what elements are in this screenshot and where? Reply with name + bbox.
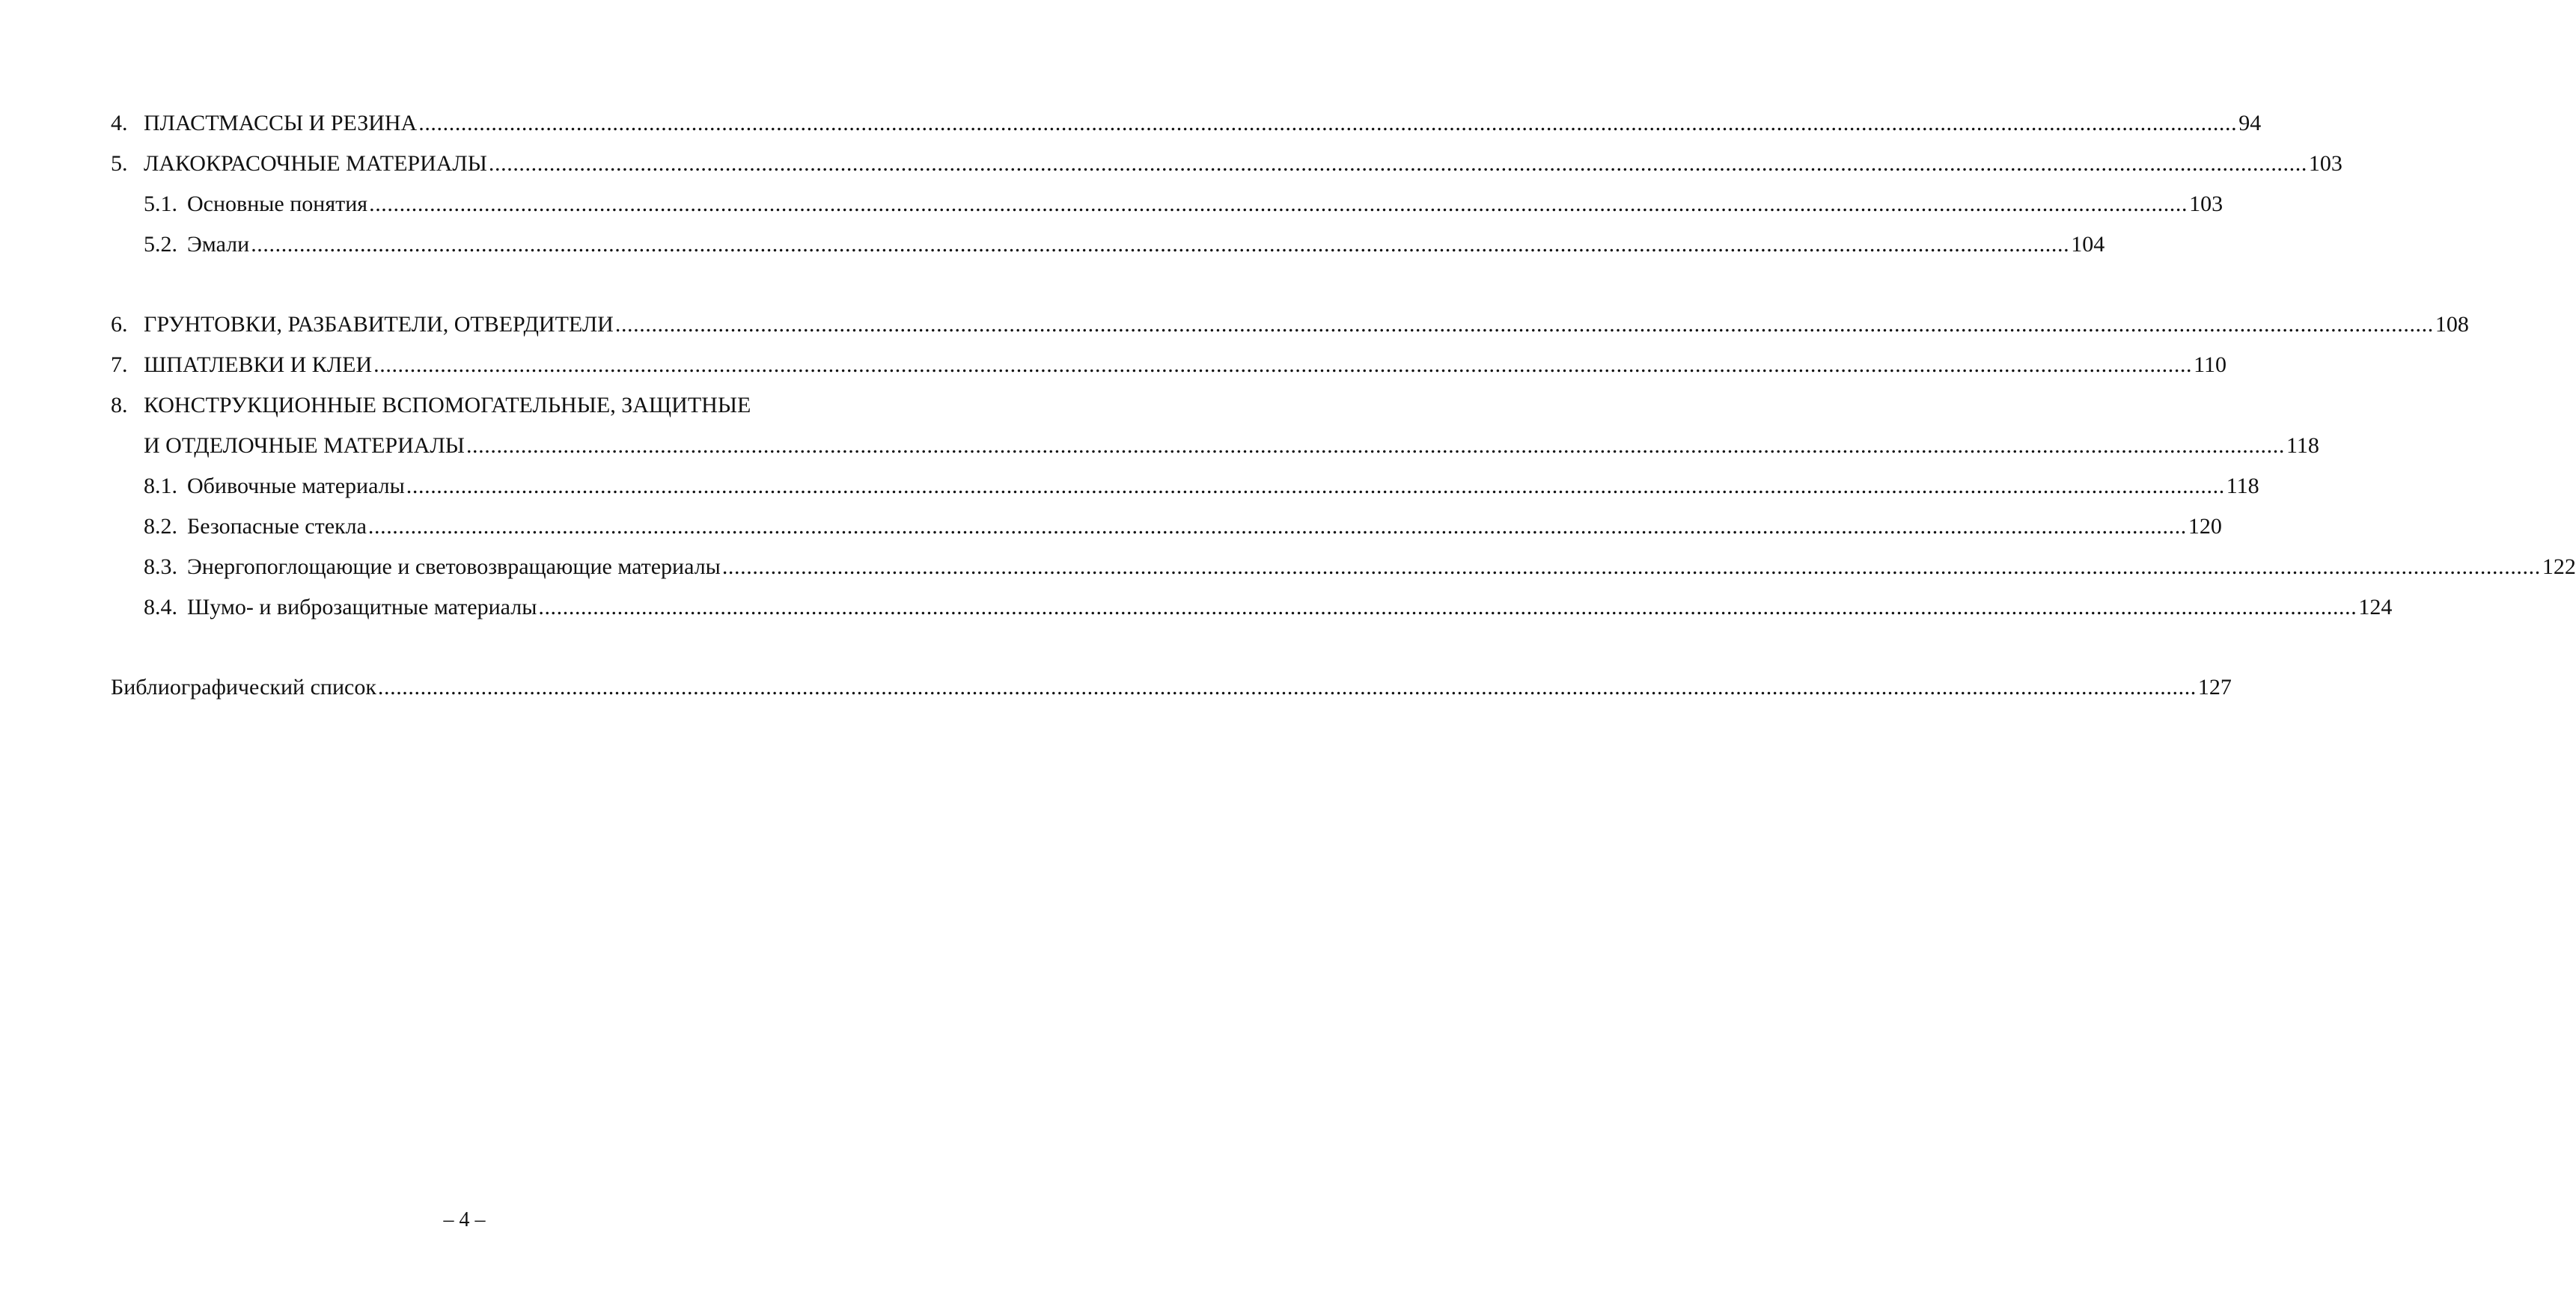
toc-entry-8-4[interactable] — [144, 594, 2393, 621]
toc-entry-title: ГРУНТОВКИ, РАЗБАВИТЕЛИ, ОТВЕРДИТЕЛИ — [144, 312, 614, 337]
dot-leader: ............................................................................................................................................................................................................................................................................................................ — [251, 232, 2070, 257]
dot-leader: ............................................................................................................................................................................................................................................................................................................ — [538, 595, 2357, 619]
toc-entry-6[interactable] — [111, 311, 2469, 338]
toc-entry-number: 5.2. — [144, 232, 177, 257]
toc-entry-page: 120 — [2188, 514, 2222, 539]
toc-entry-title: ПЛАСТМАССЫ И РЕЗИНА — [144, 111, 418, 135]
toc-entry-bibliography[interactable] — [111, 674, 2232, 701]
toc-entry-page: 108 — [2435, 312, 2469, 337]
toc-entry-title: Библиографический список — [111, 675, 376, 700]
toc-entry-number: 8.3. — [144, 554, 177, 579]
dot-leader: ............................................................................................................................................................................................................................................................................................................ — [369, 192, 2188, 216]
toc-entry-number: 8. — [111, 393, 128, 417]
toc-entry-title: Энергопоглощающие и световозвращающие материалы — [187, 554, 721, 579]
toc-entry-title: Безопасные стекла — [187, 514, 367, 539]
toc-entry-title: Основные понятия — [187, 192, 368, 216]
toc-entry-8-1[interactable] — [144, 473, 2259, 500]
toc-entry-7[interactable] — [111, 352, 2227, 379]
toc-entry-page: 124 — [2358, 595, 2393, 619]
toc-entry-title: ЛАКОКРАСОЧНЫЕ МАТЕРИАЛЫ — [144, 151, 487, 176]
toc-entry-title: КОНСТРУКЦИОННЫЕ ВСПОМОГАТЕЛЬНЫЕ, ЗАЩИТНЫЕ — [144, 393, 751, 417]
toc-entry-title: ШПАТЛЕВКИ И КЛЕИ — [144, 352, 373, 377]
toc-entry-page: 118 — [2226, 474, 2259, 498]
toc-entry-5[interactable] — [111, 150, 2342, 177]
toc-entry-page: 103 — [2308, 151, 2342, 176]
toc-entry-5-1[interactable] — [144, 191, 2224, 218]
toc-entry-title: Эмали — [187, 232, 250, 257]
toc-entry-page: 122 — [2542, 554, 2576, 579]
dot-leader: ............................................................................................................................................................................................................................................................................................................ — [373, 352, 2193, 377]
dot-leader: ............................................................................................................................................................................................................................................................................................................ — [418, 111, 2238, 135]
toc-entry-8-3[interactable] — [144, 554, 2576, 581]
toc-entry-number: 4. — [111, 111, 128, 135]
toc-entry-page: 104 — [2071, 232, 2105, 257]
toc-entry-number: 5.1. — [144, 192, 177, 216]
dot-leader: ............................................................................................................................................................................................................................................................................................................ — [406, 474, 2225, 498]
dot-leader: ............................................................................................................................................................................................................................................................................................................ — [614, 312, 2434, 337]
toc-entry-page: 94 — [2238, 111, 2262, 135]
page-number: – 4 – — [443, 1208, 486, 1231]
toc-entry-5-2[interactable] — [144, 231, 2105, 258]
toc-entry-8-continuation[interactable] — [144, 432, 2319, 459]
toc-entry-4[interactable] — [111, 110, 2262, 137]
toc-entry-number: 8.2. — [144, 514, 177, 539]
toc-entry-title: Шумо- и виброзащитные материалы — [187, 595, 537, 619]
dot-leader: ............................................................................................................................................................................................................................................................................................................ — [367, 514, 2187, 539]
toc-entry-title: Обивочные материалы — [187, 474, 405, 498]
dot-leader: ............................................................................................................................................................................................................................................................................................................ — [377, 675, 2197, 700]
toc-entry-number: 8.1. — [144, 474, 177, 498]
dot-leader: ............................................................................................................................................................................................................................................................................................................ — [721, 554, 2541, 579]
toc-entry-number: 6. — [111, 312, 128, 337]
toc-entry-page: 103 — [2189, 192, 2224, 216]
toc-entry-page: 110 — [2194, 352, 2227, 377]
toc-entry-number: 8.4. — [144, 595, 177, 619]
dot-leader: ............................................................................................................................................................................................................................................................................................................ — [466, 433, 2285, 458]
toc-entry-page: 118 — [2286, 433, 2319, 458]
toc-entry-title-continuation: И ОТДЕЛОЧНЫЕ МАТЕРИАЛЫ — [144, 433, 465, 458]
toc-entry-8-2[interactable] — [144, 513, 2222, 540]
toc-entry-number: 7. — [111, 352, 128, 377]
toc-entry-8[interactable] — [111, 392, 813, 419]
dot-leader: ............................................................................................................................................................................................................................................................................................................ — [488, 151, 2307, 176]
toc-entry-page: 127 — [2197, 675, 2232, 700]
toc-entry-number: 5. — [111, 151, 128, 176]
